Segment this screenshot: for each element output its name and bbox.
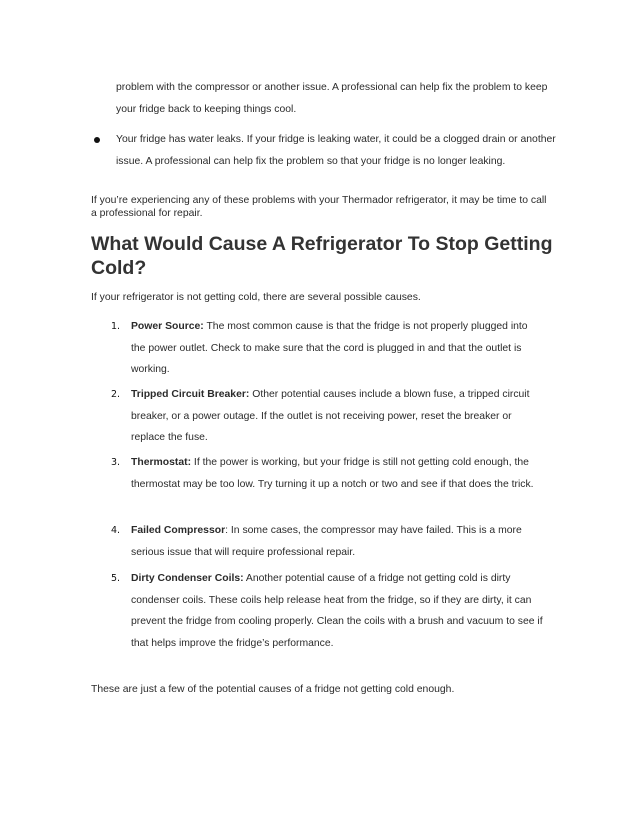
- list-number: 2.: [111, 389, 121, 400]
- list-item-text: [131, 452, 543, 495]
- list-item-text: [131, 384, 543, 449]
- cause-description: The most common cause is that the fridge is not properly plugged into the power outlet. Check to make sure that the cord is plugged in and that the outlet is working.: [131, 321, 528, 375]
- list-number: 3.: [111, 457, 121, 468]
- cause-title: Thermostat:: [131, 457, 192, 468]
- intro-paragraph: If your refrigerator is not getting cold, there are several possible causes.: [91, 292, 421, 303]
- list-item-text: [131, 316, 543, 381]
- cause-title: Dirty Condenser Coils:: [131, 573, 244, 584]
- cause-title: Power Source:: [131, 321, 204, 332]
- list-number: 5.: [111, 573, 121, 584]
- repair-advice-paragraph: If you’re experiencing any of these problems with your Thermador refrigerator, it may be time to call a professional for repair.: [91, 195, 547, 219]
- list-item-text: [131, 520, 543, 563]
- continued-list-text: problem with the compressor or another issue. A professional can help fix the problem to keep your fridge back to keeping things cool.: [116, 82, 548, 115]
- section-heading: What Would Cause A Refrigerator To Stop Getting Cold?: [91, 233, 553, 279]
- cause-description: Another potential cause of a fridge not getting cold is dirty condenser coils. These coils help release heat from the fridge, so if they are dirty, it can prevent the fridge from cooling properly. Clean the coils with a brush and vacuum to see if that helps improve the fridge’s performance.: [131, 573, 543, 649]
- bullet-water-leaks: Your fridge has water leaks. If your fridge is leaking water, it could be a clogged drain or another issue. A professional can help fix the problem so that your fridge is no longer leaking.: [116, 134, 556, 167]
- list-number: 1.: [111, 321, 121, 332]
- cause-description: Other potential causes include a blown fuse, a tripped circuit breaker, or a power outage. If the outlet is not receiving power, reset the breaker or replace the fuse.: [131, 389, 530, 443]
- cause-title: Failed Compressor: [131, 525, 226, 536]
- closing-paragraph: These are just a few of the potential causes of a fridge not getting cold enough.: [91, 684, 455, 695]
- cause-description: : In some cases, the compressor may have failed. This is a more serious issue that will require professional repair.: [131, 525, 522, 558]
- bullet-icon: [94, 137, 100, 143]
- cause-title: Tripped Circuit Breaker:: [131, 389, 250, 400]
- cause-description: If the power is working, but your fridge is still not getting cold enough, the thermostat may be too low. Try turning it up a notch or two and see if that does the trick.: [131, 457, 534, 490]
- list-number: 4.: [111, 525, 121, 536]
- list-item-text: [131, 568, 543, 654]
